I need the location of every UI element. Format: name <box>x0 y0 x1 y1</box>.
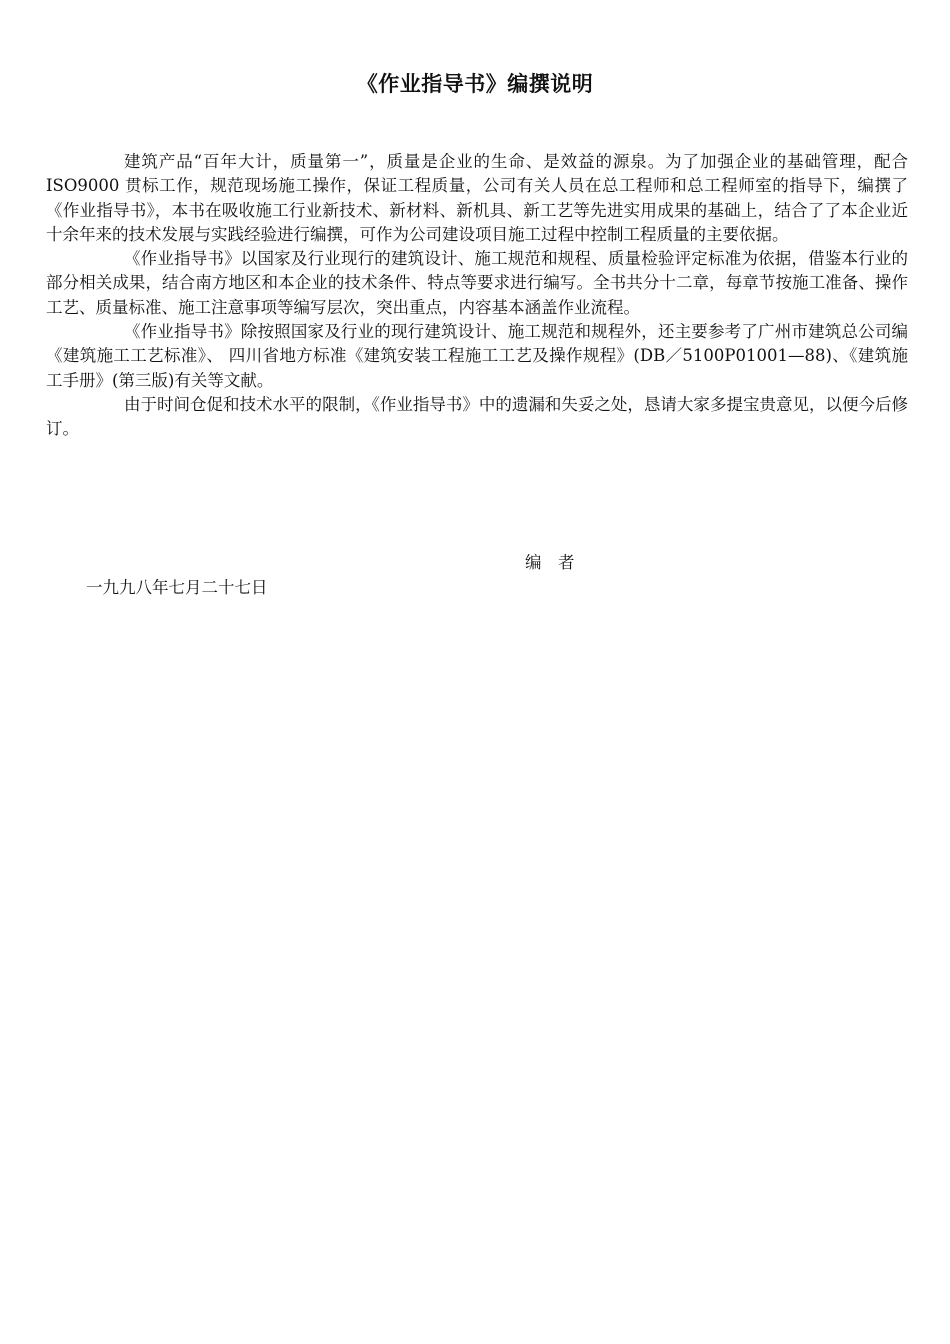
paragraph-1: 建筑产品“百年大计，质量第一”，质量是企业的生命、是效益的源泉。为了加强企业的基础管理，配合 ISO9000 贯标工作，规范现场施工操作，保证工程质量，公司有关人员在总工程师和总工程师室的指导下，编撰了《作业指导书》，本书在吸收施工行业新技术、新材料、新机具、新工艺等先进实用成果的基础上，结合了了本企业近十余年来的技术发展与实践经验进行编撰，可作为公司建设项目施工过程中控制工程质量的主要依据。 <box>46 152 908 244</box>
document-body <box>46 150 908 442</box>
author-signature: 编 者 <box>525 553 575 572</box>
paragraph-4: 由于时间仓促和技术水平的限制，《作业指导书》中的遗漏和失妥之处，恳请大家多提宝贵意见，以便今后修订。 <box>46 394 908 439</box>
paragraph-2: 《作业指导书》以国家及行业现行的建筑设计、施工规范和规程、质量检验评定标准为依据，借鉴本行业的部分相关成果，结合南方地区和本企业的技术条件、特点等要求进行编写。全书共分十二章，每章节按施工准备、操作工艺、质量标准、施工注意事项等编写层次，突出重点，内容基本涵盖作业流程。 <box>46 249 908 317</box>
document-title: 《作业指导书》编撰说明 <box>356 72 594 96</box>
paragraph-3: 《作业指导书》除按照国家及行业的现行建筑设计、施工规范和规程外，还主要参考了广州市建筑总公司编《建筑施工工艺标准》、 四川省地方标准《建筑安装工程施工工艺及操作规程》(DB／5100P01001—88)、《建筑施工手册》(第三版)有关等文献。 <box>46 322 908 390</box>
document-date: 一九九八年七月二十七日 <box>86 578 268 597</box>
